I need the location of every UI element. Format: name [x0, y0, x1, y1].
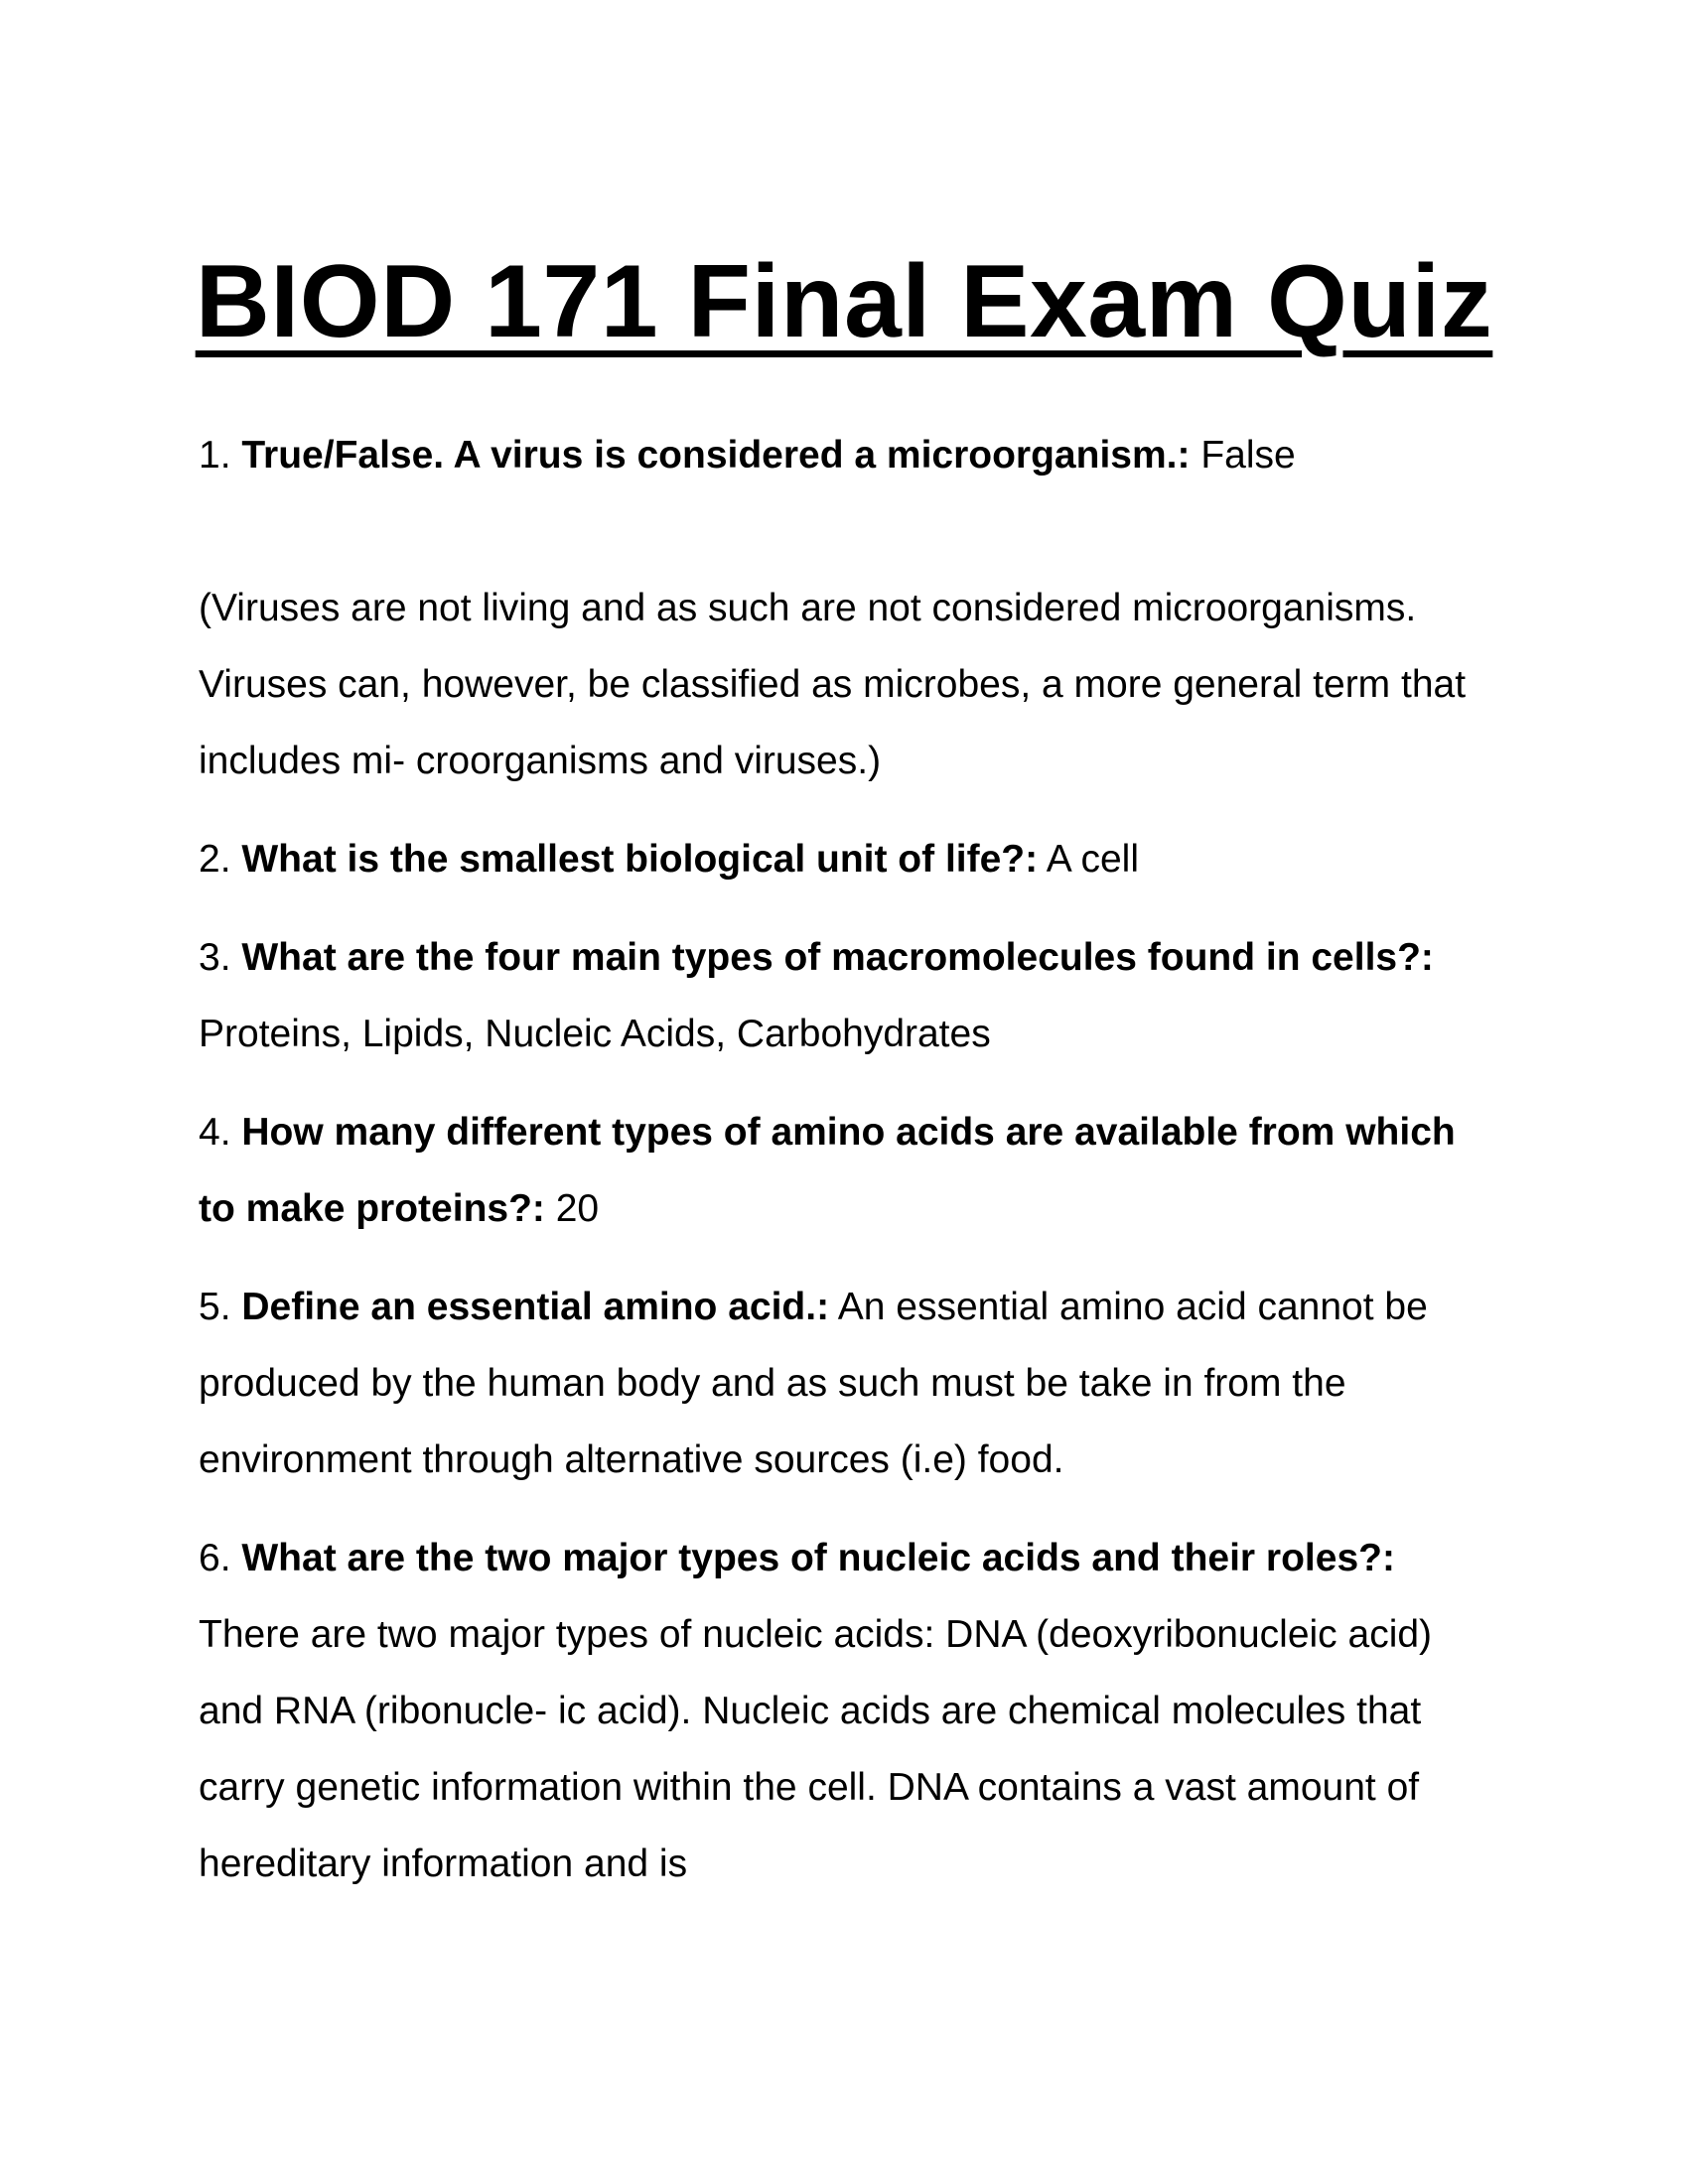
quiz-item-6: [199, 1520, 1499, 1902]
answer-text: Proteins, Lipids, Nucleic Acids, Carbohydrates: [199, 1013, 991, 1055]
title-container: [0, 244, 1688, 359]
answer-explanation: (Viruses are not living and as such are not considered microorganisms. Viruses can, however, be classified as microbes, a more general term that includes mi- croorganisms and viruses.): [199, 587, 1467, 782]
quiz-item-5: [199, 1269, 1499, 1498]
quiz-item-2: [199, 821, 1499, 897]
quiz-item-3: [199, 919, 1499, 1072]
quiz-item-4: [199, 1094, 1499, 1247]
question-text: How many different types of amino acids are available from which to make proteins?:: [199, 1111, 1456, 1230]
answer-text: 20: [555, 1187, 600, 1230]
document-title: BIOD 171 Final Exam Quiz: [195, 244, 1493, 359]
answer-text: A cell: [1046, 838, 1140, 881]
item-number: 2.: [199, 838, 231, 881]
answer-text: An essential amino acid cannot be produced by the human body and as such must be take in from the environment through alternative sources (i.e) food.: [199, 1286, 1428, 1481]
item-number: 4.: [199, 1111, 231, 1154]
quiz-content: [199, 417, 1499, 1924]
question-text: Define an essential amino acid.:: [241, 1286, 830, 1328]
question-text: True/False. A virus is considered a microorganism.:: [241, 434, 1191, 477]
item-number: 3.: [199, 936, 231, 979]
question-text: What is the smallest biological unit of life?:: [241, 838, 1039, 881]
question-text: What are the four main types of macromolecules found in cells?:: [241, 936, 1434, 979]
question-text: What are the two major types of nucleic acids and their roles?:: [241, 1537, 1395, 1579]
item-number: 1.: [199, 434, 231, 477]
item-number: 5.: [199, 1286, 231, 1328]
answer-text: False: [1200, 434, 1296, 477]
quiz-item-1: [199, 417, 1499, 493]
item-number: 6.: [199, 1537, 231, 1579]
answer-text: There are two major types of nucleic acids: DNA (deoxyribonucleic acid) and RNA (ribonucle- ic acid). Nucleic acids are chemical molecules that carry genetic information within the cell. DNA contains a vast amount of hereditary information and is: [199, 1613, 1433, 1885]
